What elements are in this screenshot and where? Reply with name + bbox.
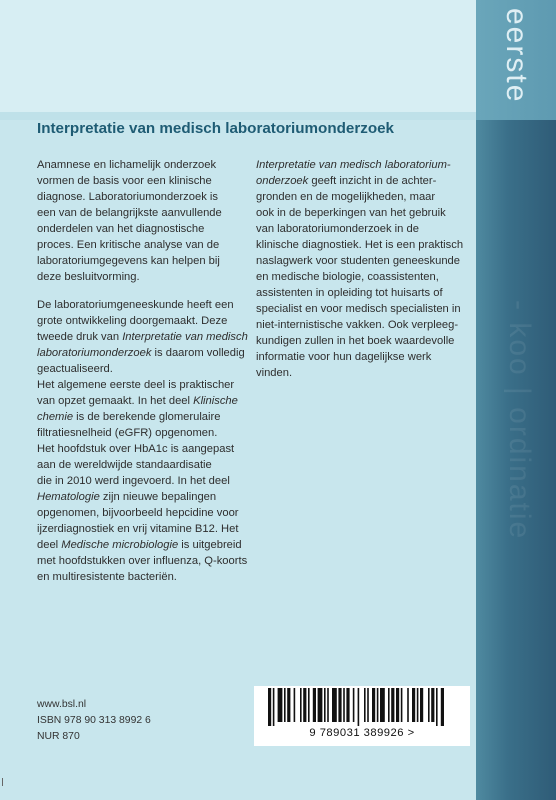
barcode-bar: [303, 688, 306, 722]
barcode-bar: [391, 688, 394, 722]
barcode-bar: [308, 688, 310, 722]
text-line: laboratoriumonderzoek is daarom volledig: [37, 347, 245, 359]
text-line: deze besluitvorming.: [37, 271, 140, 283]
text-line: gronden en de mogelijkheden, maar: [256, 191, 436, 203]
text-line: onderzoek geeft inzicht in de achter-: [256, 175, 437, 187]
text-line: De laboratoriumgeneeskunde heeft een: [37, 299, 234, 311]
text-line: met hoofdstukken over influenza, Q-koorts: [37, 555, 248, 567]
barcode-bar: [353, 688, 355, 722]
text-line: ook in de beperkingen van het gebruik: [256, 207, 446, 219]
barcode-bar: [287, 688, 290, 722]
spine-word: eerste: [500, 8, 533, 104]
barcode-bar: [436, 688, 438, 726]
barcode-bar: [420, 688, 423, 722]
text-line: van opzet gemaakt. In het deel Klinische: [37, 395, 238, 407]
barcode-bar: [284, 688, 286, 722]
paragraph: [256, 157, 471, 381]
text-line: Anamnese en lichamelijk onderzoek: [37, 159, 217, 171]
barcode-bar: [401, 688, 403, 722]
isbn-text: ISBN 978 90 313 8992 6: [37, 715, 151, 726]
text-line: assistenten in opleiding tot huisarts of: [256, 287, 443, 299]
barcode-bar: [431, 688, 434, 722]
barcode-bar: [278, 688, 283, 722]
text-line: Het hoofdstuk over HbA1c is aangepast: [37, 443, 235, 455]
crop-mark: [2, 778, 3, 786]
barcode-bar: [327, 688, 329, 722]
text-line: aan de wereldwijde standaardisatie: [37, 459, 212, 471]
text-line: laboratoriumgegevens kan helpen bij: [37, 255, 220, 267]
text-line: klinische diagnostiek. Het is een praktisch: [256, 239, 464, 251]
text-line: opgenomen, bijvoorbeeld hepcidine voor: [37, 507, 239, 519]
barcode-bar: [332, 688, 337, 722]
barcode-bars: [254, 686, 470, 726]
barcode-bar: [412, 688, 415, 722]
text-line: naslagwerk voor studenten geneeskunde: [256, 255, 461, 267]
barcode-bar: [428, 688, 430, 722]
website-link[interactable]: www.bsl.nl: [37, 699, 87, 710]
barcode-bar: [364, 688, 366, 722]
barcode-bar: [380, 688, 385, 722]
barcode-number: 9 789031 389926 >: [254, 727, 470, 739]
barcode-bar: [324, 688, 326, 722]
barcode-bar: [300, 688, 302, 722]
barcode-bar: [377, 688, 379, 722]
barcode-bar: [396, 688, 399, 722]
barcode-bar: [388, 688, 390, 722]
top-band: [0, 0, 476, 120]
text-line: deel Medische microbiologie is uitgebreid: [37, 539, 242, 551]
cover-title: Interpretatie van medisch laboratoriumonderzoek: [37, 120, 394, 137]
left-column: [37, 157, 247, 597]
text-line: geactualiseerd.: [37, 363, 113, 375]
barcode-bar: [372, 688, 375, 722]
text-line: niet-internistische vakken. Ook verpleeg-: [256, 319, 459, 331]
barcode-bar: [313, 688, 316, 722]
text-line: vinden.: [256, 367, 293, 379]
text-line: onderdelen van het diagnostische: [37, 223, 205, 235]
text-line: kundigen zullen in het boek waardevolle: [256, 335, 455, 347]
barcode-bar: [273, 688, 275, 726]
text-line: specialist en voor medisch specialisten in: [256, 303, 461, 315]
text-line: proces. Een kritische analyse van de: [37, 239, 220, 251]
text-line: een van de belangrijkste aanvullende: [37, 207, 222, 219]
text-line: informatie voor hun dagelijkse werk: [256, 351, 432, 363]
text-line: en medische biologie, coassistenten,: [256, 271, 439, 283]
text-line: grote ontwikkeling doorgemaakt. Deze: [37, 315, 228, 327]
text-line: Interpretatie van medisch laboratorium-: [256, 159, 451, 171]
text-line: ijzerdiagnostiek en vrij vitamine B12. Het: [37, 523, 239, 535]
text-line: filtratiesnelheid (eGFR) opgenomen.: [37, 427, 218, 439]
text-line: die in 2010 werd ingevoerd. In het deel: [37, 475, 230, 487]
text-line: diagnose. Laboratoriumonderzoek is: [37, 191, 218, 203]
barcode-bar: [358, 688, 360, 726]
barcode-bar: [407, 688, 409, 722]
text-line: en multiresistente bacteriën.: [37, 571, 177, 583]
barcode-bar: [343, 688, 345, 722]
barcode-bar: [338, 688, 341, 722]
barcode-bar: [268, 688, 271, 726]
barcode-bar: [417, 688, 419, 722]
spine-ghost-text: - koo | ordinatie: [503, 300, 536, 541]
paragraph: [37, 157, 247, 285]
text-line: vormen de basis voor een klinische: [37, 175, 212, 187]
text-line: tweede druk van Interpretatie van medisch: [37, 331, 248, 343]
barcode-bar: [346, 688, 349, 722]
text-line: van laboratoriumonderzoek in de: [256, 223, 419, 235]
footer-info: [37, 697, 151, 745]
barcode-bar: [294, 688, 296, 722]
nur-text: NUR 870: [37, 731, 80, 742]
spine-panel: [476, 0, 556, 800]
paragraph: [37, 297, 247, 585]
right-column: [256, 157, 471, 393]
text-line: chemie is de berekende glomerulaire: [37, 411, 221, 423]
text-line: Hematologie zijn nieuwe bepalingen: [37, 491, 217, 503]
text-line: Het algemene eerste deel is praktischer: [37, 379, 235, 391]
barcode-bar: [318, 688, 323, 722]
barcode-bar: [367, 688, 369, 722]
barcode-bar: [441, 688, 444, 726]
